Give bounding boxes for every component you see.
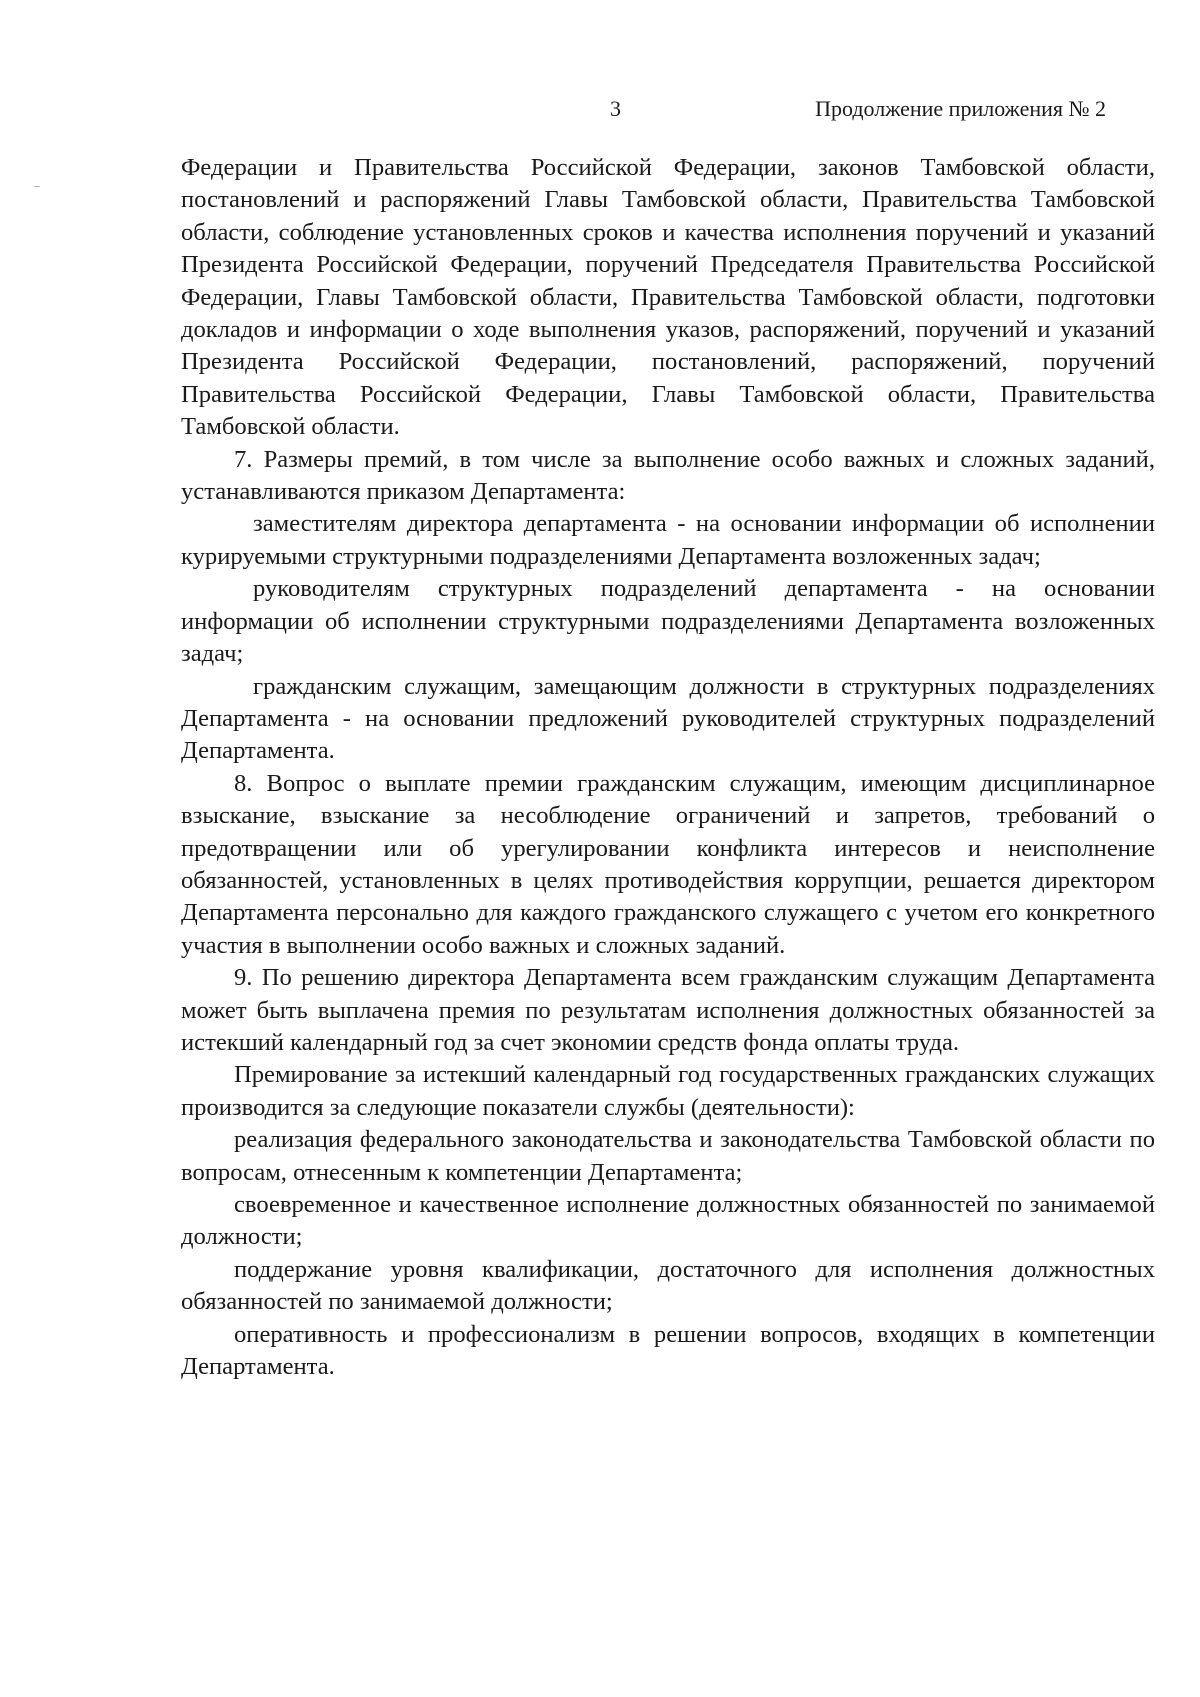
- scan-speck: [34, 186, 40, 187]
- paragraph-continuation: Федерации и Правительства Российской Федерации, законов Тамбовской области, постановлений и распоряжений Главы Тамбовской области, Правительства Тамбовской области, соблюдение установленных сроков и качества исполнения поручений и указаний Президента Российской Федерации, поручений Председателя Правительства Российской Федерации, Главы Тамбовской области, Правительства Тамбовской области, подготовки докладов и информации о ходе выполнения указов, распоряжений, поручений и указаний Президента Российской Федерации, постановлений, распоряжений, поручений Правительства Российской Федерации, Главы Тамбовской области, Правительства Тамбовской области.: [181, 154, 1155, 441]
- paragraph-item-7-heads: руководителям структурных подразделений департамента - на основании информации об исполнении структурными подразделениями Департамента возложенных задач;: [181, 575, 1155, 668]
- paragraph-criterion-2: своевременное и качественное исполнение должностных обязанностей по занимаемой должности;: [181, 1191, 1155, 1251]
- paragraph-annual-bonus: Премирование за истекший календарный год государственных гражданских служащих производится за следующие показатели службы (деятельности):: [181, 1061, 1155, 1121]
- paragraph-criterion-1: реализация федерального законодательства и законодательства Тамбовской области по вопросам, отнесенным к компетенции Департамента;: [181, 1126, 1155, 1186]
- paragraph-item-7: 7. Размеры премий, в том числе за выполнение особо важных и сложных заданий, устанавливаются приказом Департамента:: [181, 445, 1155, 506]
- appendix-continuation-title: Продолжение приложения № 2: [815, 96, 1106, 121]
- document-body: [181, 152, 1155, 1383]
- paragraph-item-9: 9. По решению директора Департамента всем гражданским служащим Департамента может быть выплачена премия по результатам исполнения должностных обязанностей за истекший календарный год за счет экономии средств фонда оплаты труда.: [181, 964, 1155, 1056]
- page-number: 3: [610, 96, 621, 121]
- paragraph-criterion-3: поддержание уровня квалификации, достаточного для исполнения должностных обязанностей по занимаемой должности;: [181, 1255, 1155, 1316]
- page-header: [0, 96, 1200, 132]
- paragraph-item-7-servants: гражданским служащим, замещающим должности в структурных подразделениях Департамента - на основании предложений руководителей структурных подразделений Департамента.: [181, 672, 1155, 765]
- paragraph-item-8: 8. Вопрос о выплате премии гражданским служащим, имеющим дисциплинарное взыскание, взыскание за несоблюдение ограничений и запретов, требований о предотвращении или об урегулировании конфликта интересов и неисполнение обязанностей, установленных в целях противодействия коррупции, решается директором Департамента персонально для каждого гражданского служащего с учетом его конкретного участия в выполнении особо важных и сложных заданий.: [181, 769, 1155, 959]
- paragraph-criterion-4: оперативность и профессионализм в решении вопросов, входящих в компетенции Департамента.: [181, 1320, 1155, 1381]
- paragraph-item-7-deputies: заместителям директора департамента - на основании информации об исполнении курируемыми структурными подразделениями Департамента возложенных задач;: [181, 510, 1155, 570]
